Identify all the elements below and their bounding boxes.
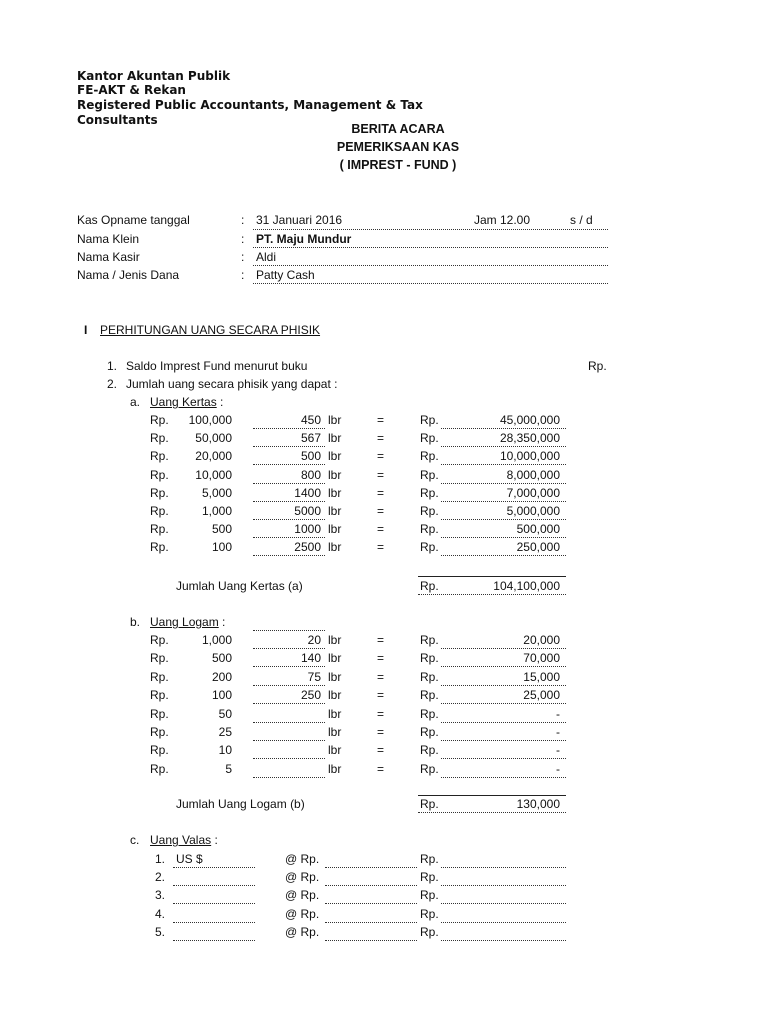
colon: : xyxy=(241,268,245,282)
amount-rp: Rp. xyxy=(420,485,439,500)
amount-rp: Rp. xyxy=(420,633,439,647)
equals-sign: = xyxy=(377,413,385,427)
doc-title: BERITA ACARA xyxy=(351,122,445,136)
quantity: 1400 xyxy=(294,485,321,500)
equals-sign: = xyxy=(377,449,385,464)
valas-number: 5. xyxy=(155,924,166,939)
currency-dots xyxy=(173,885,255,886)
denomination: 10,000 xyxy=(195,467,232,482)
valas-number: 4. xyxy=(155,906,166,921)
denom-rp: Rp. xyxy=(150,467,169,482)
amount-rp: Rp. xyxy=(420,431,439,446)
quantity: 75 xyxy=(307,669,321,684)
kasir-label: Nama Kasir xyxy=(77,250,140,264)
amount-dots xyxy=(441,519,566,520)
amount-dots xyxy=(441,537,566,538)
item-number: 1. xyxy=(107,359,118,373)
amount-rp: Rp. xyxy=(420,761,439,776)
amount-rp: Rp. xyxy=(420,522,439,537)
currency-dots xyxy=(173,940,255,941)
quantity: 250 xyxy=(300,688,321,703)
amount: 45,000,000 xyxy=(499,413,560,427)
kertas-heading xyxy=(150,395,223,409)
logam-total-rp: Rp. xyxy=(420,797,439,811)
rate-dots xyxy=(325,940,417,941)
quantity: 140 xyxy=(300,651,321,666)
lbr-label: lbr xyxy=(328,540,342,555)
equals-sign: = xyxy=(377,706,385,721)
equals-sign: = xyxy=(377,688,385,703)
lbr-label: lbr xyxy=(328,651,342,666)
denom-rp: Rp. xyxy=(150,485,169,500)
denomination: 200 xyxy=(211,669,232,684)
amount: 500,000 xyxy=(516,522,560,537)
currency-dots xyxy=(173,903,255,904)
equals-sign: = xyxy=(377,485,385,500)
logam-total-label: Jumlah Uang Logam (b) xyxy=(176,797,305,811)
equals-sign: = xyxy=(377,522,385,537)
denomination: 10 xyxy=(218,743,232,758)
denomination: 500 xyxy=(211,522,232,537)
quantity: 20 xyxy=(307,633,321,647)
amount-dots xyxy=(441,428,566,429)
amount-rp: Rp. xyxy=(420,888,439,903)
subsection-letter: a. xyxy=(130,395,141,409)
rate-dots xyxy=(325,922,417,923)
amount: 28,350,000 xyxy=(499,431,560,446)
kas-opname-label: Kas Opname tanggal xyxy=(77,213,190,227)
kertas-total-line xyxy=(418,576,566,577)
amount-dots xyxy=(441,885,566,886)
amount: 20,000 xyxy=(523,633,560,647)
amount-dots xyxy=(441,555,566,556)
rate-label: @ Rp. xyxy=(285,852,320,866)
quantity-dots xyxy=(253,758,325,759)
quantity: 1000 xyxy=(294,522,321,537)
amount: 5,000,000 xyxy=(506,504,560,518)
kas-opname-date: 31 Januari 2016 xyxy=(256,213,343,227)
kertas-colon: : xyxy=(216,395,224,409)
denom-rp: Rp. xyxy=(150,743,169,758)
lbr-label: lbr xyxy=(328,467,342,482)
lbr-label: lbr xyxy=(328,449,342,464)
info-line xyxy=(253,229,608,230)
dana-label: Nama / Jenis Dana xyxy=(77,268,180,282)
rate-label: @ Rp. xyxy=(285,924,320,939)
info-line xyxy=(253,247,608,248)
amount: 10,000,000 xyxy=(499,449,560,464)
logam-heading xyxy=(150,615,225,629)
firm-description: Registered Public Accountants, Management & Tax xyxy=(77,98,423,112)
item-number: 2. xyxy=(107,377,118,391)
quantity-dots xyxy=(253,740,325,741)
valas-number: 1. xyxy=(155,852,166,866)
quantity: 800 xyxy=(300,467,321,482)
lbr-label: lbr xyxy=(328,504,342,518)
logam-total-amount: 130,000 xyxy=(516,797,560,811)
amount-dots xyxy=(441,464,566,465)
denomination: 25 xyxy=(218,725,232,739)
amount-rp: Rp. xyxy=(420,906,439,921)
denomination: 100 xyxy=(211,540,232,555)
denomination: 500 xyxy=(211,651,232,666)
rate-dots xyxy=(325,903,417,904)
amount-rp: Rp. xyxy=(420,413,439,427)
section-number: I xyxy=(84,323,88,337)
equals-sign: = xyxy=(377,540,385,555)
amount-rp: Rp. xyxy=(420,870,439,885)
jam-value: Jam 12.00 xyxy=(474,213,531,227)
denomination: 5,000 xyxy=(201,485,232,500)
denom-rp: Rp. xyxy=(150,522,169,537)
quantity-dots xyxy=(253,464,325,465)
denom-rp: Rp. xyxy=(150,413,169,427)
amount-rp: Rp. xyxy=(420,504,439,518)
amount-dots xyxy=(441,703,566,704)
denom-rp: Rp. xyxy=(150,633,169,647)
currency-dots xyxy=(173,922,255,923)
quantity-dots xyxy=(253,722,325,723)
kertas-total-rp: Rp. xyxy=(420,579,439,593)
amount-dots xyxy=(441,740,566,741)
denomination: 20,000 xyxy=(195,449,232,464)
amount-dots xyxy=(441,501,566,502)
valas-colon: : xyxy=(211,833,218,847)
amount-dots xyxy=(441,648,566,649)
denom-rp: Rp. xyxy=(150,706,169,721)
lbr-label: lbr xyxy=(328,706,342,721)
quantity: 5000 xyxy=(294,504,321,518)
doc-subtitle: PEMERIKSAAN KAS xyxy=(336,140,460,154)
lbr-label: lbr xyxy=(328,761,342,776)
denomination: 50,000 xyxy=(195,431,232,446)
logam-colon: : xyxy=(218,615,226,629)
quantity-dots xyxy=(253,483,325,484)
denom-rp: Rp. xyxy=(150,725,169,739)
logam-heading-dots xyxy=(253,630,325,631)
lbr-label: lbr xyxy=(328,485,342,500)
rate-label: @ Rp. xyxy=(285,888,320,903)
quantity-dots xyxy=(253,519,325,520)
valas-label: Uang Valas xyxy=(150,833,212,847)
quantity: 567 xyxy=(300,431,321,446)
colon: : xyxy=(241,232,245,246)
logam-label: Uang Logam xyxy=(150,615,219,629)
amount-dots xyxy=(441,722,566,723)
quantity-dots xyxy=(253,685,325,686)
klien-value: PT. Maju Mundur xyxy=(256,232,352,246)
quantity-dots xyxy=(253,555,325,556)
amount-rp: Rp. xyxy=(420,449,439,464)
amount-rp: Rp. xyxy=(420,706,439,721)
colon: : xyxy=(241,250,245,264)
amount-rp: Rp. xyxy=(420,467,439,482)
quantity: 450 xyxy=(300,413,321,427)
amount: 250,000 xyxy=(516,540,560,555)
quantity-dots xyxy=(253,446,325,447)
amount-dots xyxy=(441,666,566,667)
denom-rp: Rp. xyxy=(150,504,169,518)
jumlah-phisik-label: Jumlah uang secara phisik yang dapat : xyxy=(126,377,338,391)
kasir-value: Aldi xyxy=(256,250,277,264)
denom-rp: Rp. xyxy=(150,761,169,776)
amount-dots xyxy=(441,903,566,904)
amount-dots xyxy=(441,483,566,484)
amount: 70,000 xyxy=(523,651,560,666)
valas-number: 2. xyxy=(155,870,166,885)
klien-label: Nama Klein xyxy=(77,232,140,246)
firm-description-cont: Consultants xyxy=(77,113,158,127)
quantity: 500 xyxy=(300,449,321,464)
amount-rp: Rp. xyxy=(420,651,439,666)
equals-sign: = xyxy=(377,651,385,666)
equals-sign: = xyxy=(377,761,385,776)
quantity: 2500 xyxy=(294,540,321,555)
rate-label: @ Rp. xyxy=(285,870,320,885)
section-title: PERHITUNGAN UANG SECARA PHISIK xyxy=(100,323,321,337)
sd-label: s / d xyxy=(570,213,593,227)
equals-sign: = xyxy=(377,633,385,647)
denom-rp: Rp. xyxy=(150,540,169,555)
quantity-dots xyxy=(253,537,325,538)
denomination: 1,000 xyxy=(201,633,232,647)
equals-sign: = xyxy=(377,467,385,482)
quantity-dots xyxy=(253,703,325,704)
valas-number: 3. xyxy=(155,888,166,903)
subsection-letter: c. xyxy=(130,833,140,847)
amount-dots xyxy=(441,922,566,923)
logam-total-dots xyxy=(418,812,566,813)
denomination: 100 xyxy=(211,688,232,703)
denom-rp: Rp. xyxy=(150,688,169,703)
equals-sign: = xyxy=(377,669,385,684)
amount: 8,000,000 xyxy=(506,467,560,482)
amount-dots xyxy=(441,758,566,759)
amount: 15,000 xyxy=(523,669,560,684)
quantity-dots xyxy=(253,648,325,649)
quantity-dots xyxy=(253,428,325,429)
quantity-dots xyxy=(253,666,325,667)
kertas-total-label: Jumlah Uang Kertas (a) xyxy=(176,579,303,593)
denomination: 1,000 xyxy=(201,504,232,518)
equals-sign: = xyxy=(377,504,385,518)
denom-rp: Rp. xyxy=(150,431,169,446)
amount: - xyxy=(556,761,560,776)
amount-dots xyxy=(441,940,566,941)
lbr-label: lbr xyxy=(328,743,342,758)
dana-value: Patty Cash xyxy=(256,268,315,282)
kertas-total-dots xyxy=(418,594,566,595)
amount-rp: Rp. xyxy=(420,924,439,939)
amount-dots xyxy=(441,867,566,868)
rate-dots xyxy=(325,867,417,868)
amount: - xyxy=(556,725,560,739)
logam-total-line xyxy=(418,795,566,796)
saldo-rp: Rp. xyxy=(588,359,607,373)
amount-dots xyxy=(441,777,566,778)
rate-label: @ Rp. xyxy=(285,906,320,921)
firm-partner: FE-AKT & Rekan xyxy=(77,83,186,97)
subsection-letter: b. xyxy=(130,615,141,629)
denom-rp: Rp. xyxy=(150,651,169,666)
amount-rp: Rp. xyxy=(420,725,439,739)
equals-sign: = xyxy=(377,725,385,739)
equals-sign: = xyxy=(377,431,385,446)
lbr-label: lbr xyxy=(328,669,342,684)
kertas-total-amount: 104,100,000 xyxy=(493,579,560,593)
amount-rp: Rp. xyxy=(420,669,439,684)
info-line xyxy=(253,265,608,266)
amount-rp: Rp. xyxy=(420,688,439,703)
lbr-label: lbr xyxy=(328,431,342,446)
amount: 7,000,000 xyxy=(506,485,560,500)
lbr-label: lbr xyxy=(328,633,342,647)
firm-name: Kantor Akuntan Publik xyxy=(77,69,231,83)
denom-rp: Rp. xyxy=(150,669,169,684)
currency: US $ xyxy=(176,852,203,866)
denom-rp: Rp. xyxy=(150,449,169,464)
lbr-label: lbr xyxy=(328,413,342,427)
amount-rp: Rp. xyxy=(420,743,439,758)
saldo-label: Saldo Imprest Fund menurut buku xyxy=(126,359,308,373)
amount: - xyxy=(556,743,560,758)
kertas-label: Uang Kertas xyxy=(150,395,217,409)
lbr-label: lbr xyxy=(328,688,342,703)
amount-dots xyxy=(441,446,566,447)
amount: 25,000 xyxy=(523,688,560,703)
amount: - xyxy=(556,706,560,721)
quantity-dots xyxy=(253,501,325,502)
denomination: 5 xyxy=(225,761,232,776)
colon: : xyxy=(241,213,245,227)
doc-subtitle-fund: ( IMPREST - FUND ) xyxy=(339,158,457,172)
amount-rp: Rp. xyxy=(420,540,439,555)
amount-rp: Rp. xyxy=(420,852,439,866)
quantity-dots xyxy=(253,777,325,778)
rate-dots xyxy=(325,885,417,886)
currency-dots xyxy=(173,867,255,868)
amount-dots xyxy=(441,685,566,686)
lbr-label: lbr xyxy=(328,522,342,537)
lbr-label: lbr xyxy=(328,725,342,739)
valas-heading xyxy=(150,833,218,847)
equals-sign: = xyxy=(377,743,385,758)
info-line xyxy=(253,283,608,284)
denomination: 100,000 xyxy=(188,413,232,427)
denomination: 50 xyxy=(218,706,232,721)
